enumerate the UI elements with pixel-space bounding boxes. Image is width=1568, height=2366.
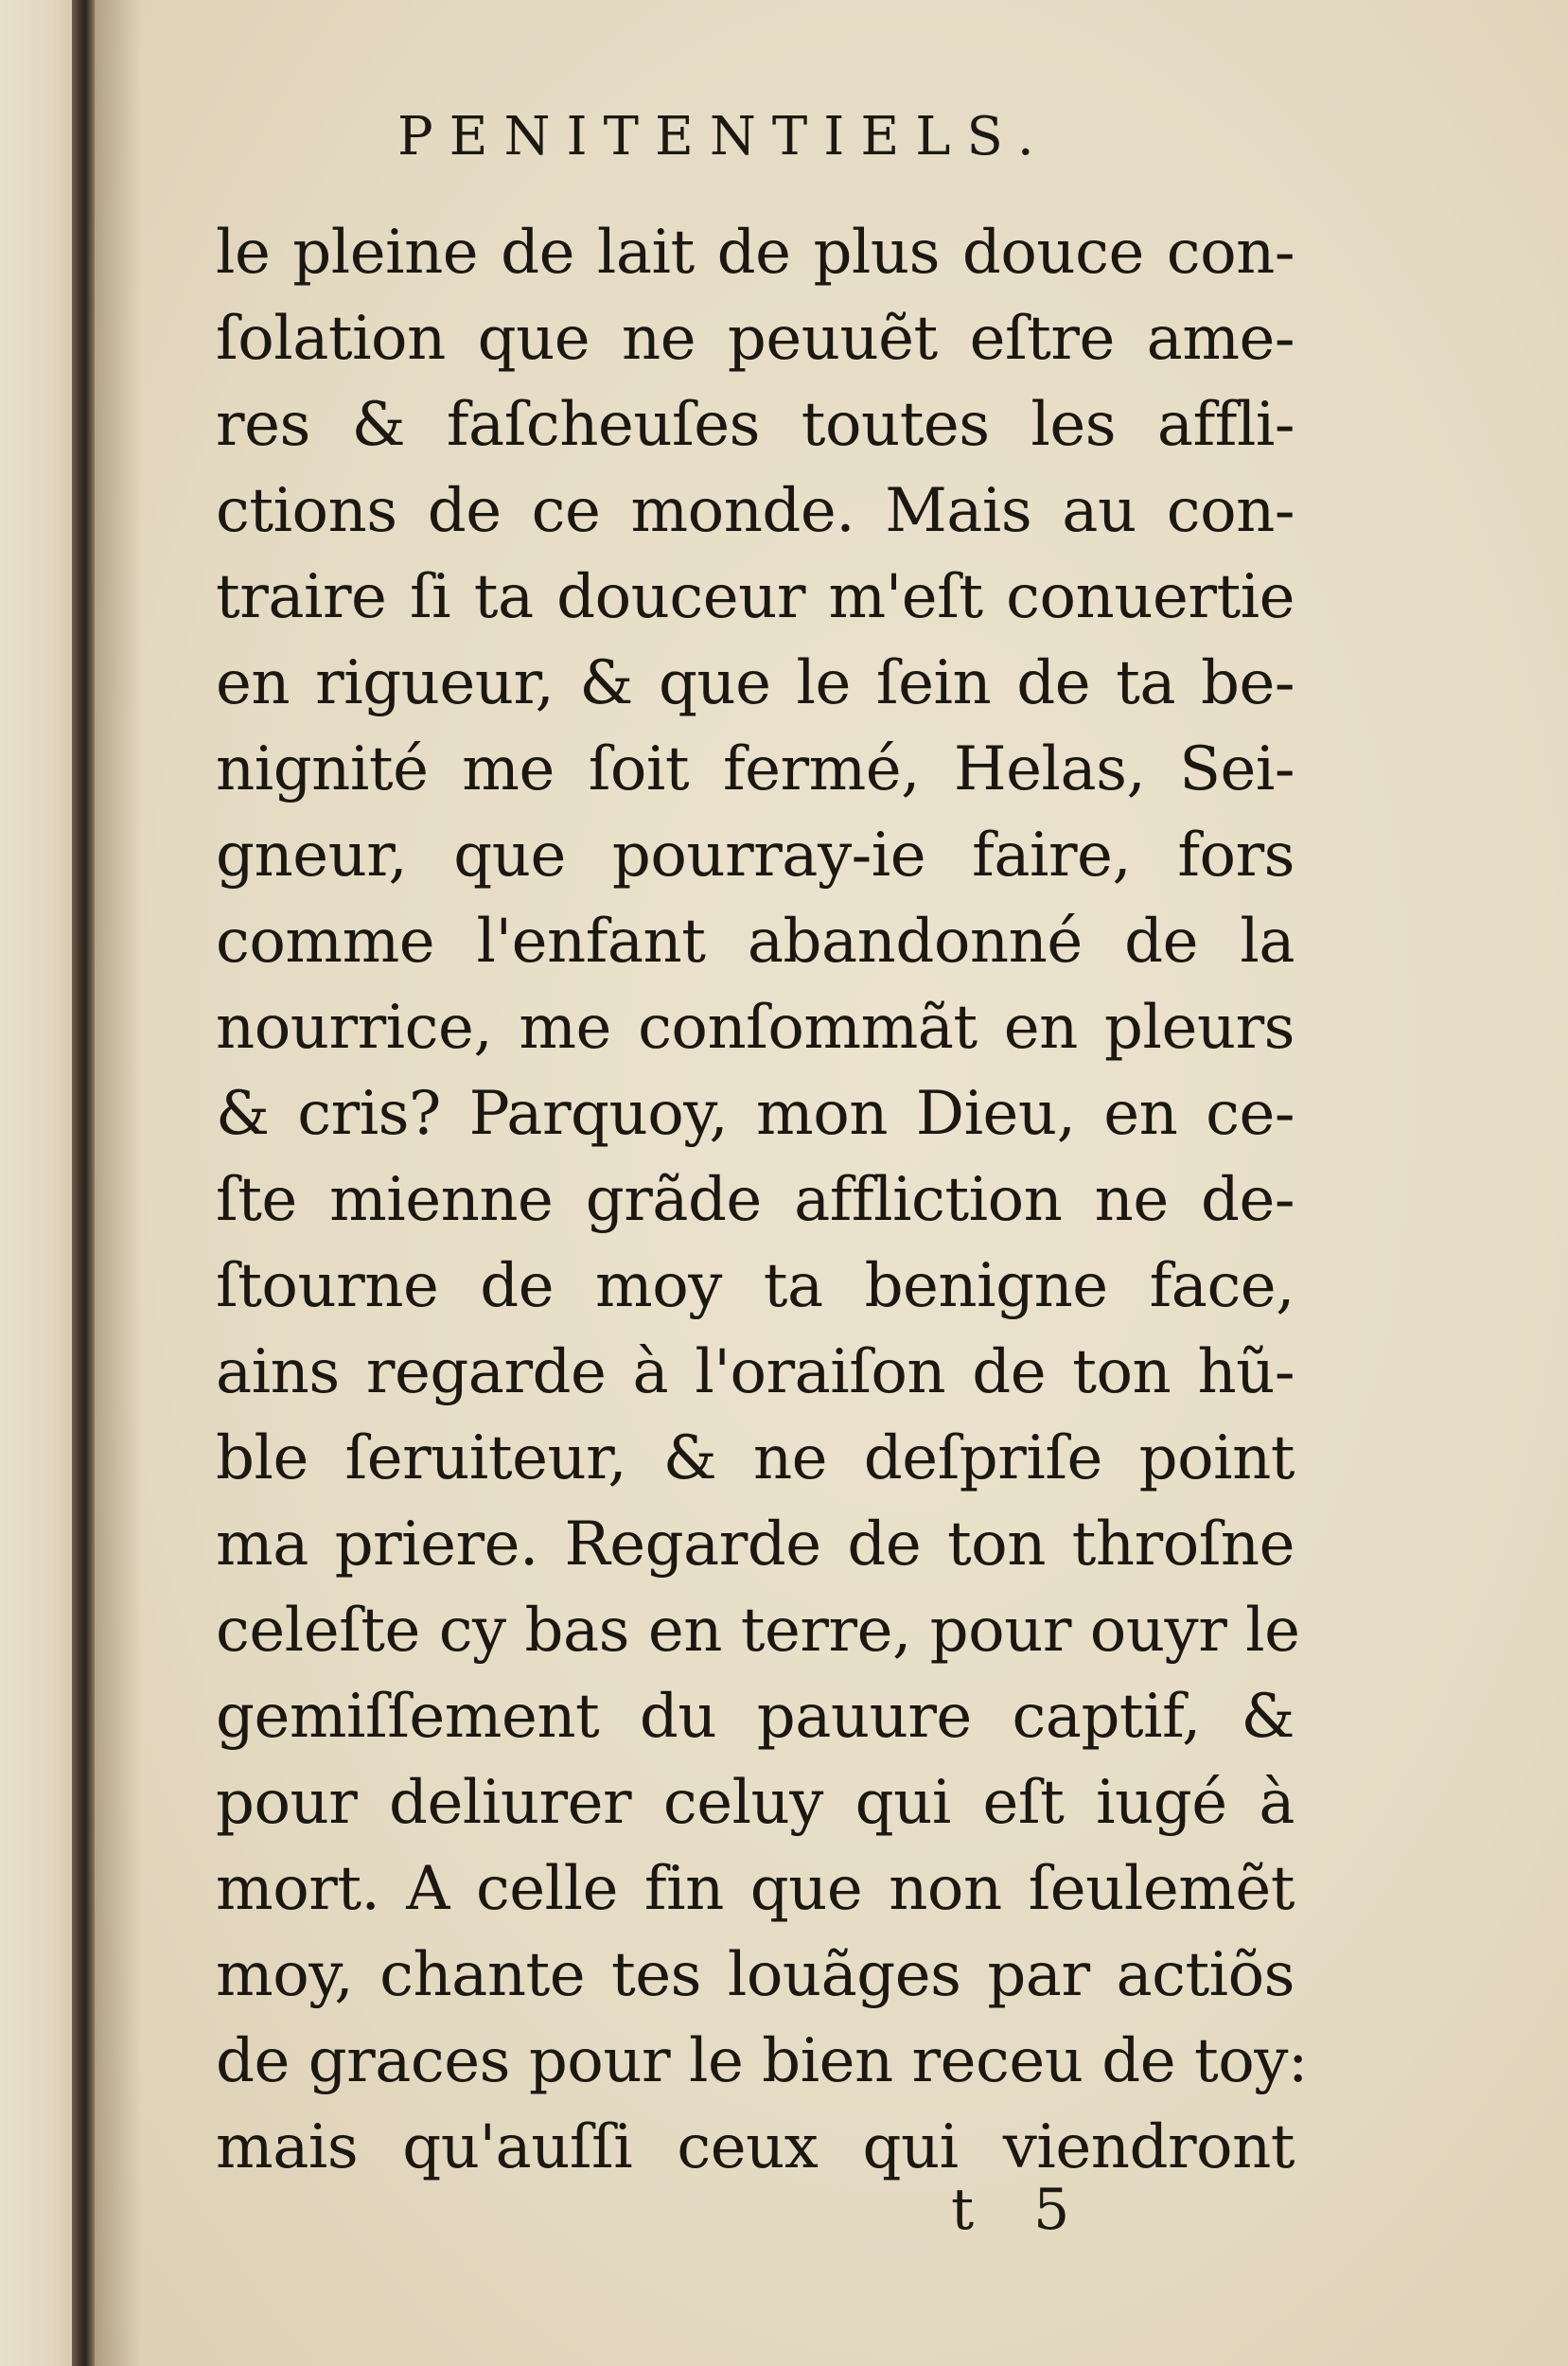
- text-line: res & faſcheuſes toutes les affli-: [216, 390, 1295, 460]
- text-line: nourrice, me conſommãt en pleurs: [216, 993, 1295, 1063]
- text-block: [216, 210, 1308, 2191]
- book-gutter: [72, 0, 95, 2366]
- running-head: PENITENTIELS.: [397, 106, 1050, 168]
- gutter-shadow: [95, 0, 142, 2366]
- text-line: ſte mienne grãde affliction ne de-: [216, 1165, 1295, 1235]
- text-line: moy, chante tes louãges par actiõs: [216, 1940, 1295, 2010]
- text-line: ctions de ce monde. Mais au con-: [216, 476, 1295, 546]
- text-line: nignité me ſoit fermé, Helas, Sei-: [216, 734, 1295, 804]
- text-line: comme l'enfant abandonné de la: [216, 907, 1295, 977]
- text-line: ble ſeruiteur, & ne deſpriſe point: [216, 1423, 1295, 1493]
- text-line: gemiſſement du pauure captif, &: [216, 1682, 1295, 1752]
- text-line: ains regarde à l'oraiſon de ton hũ-: [216, 1337, 1295, 1407]
- text-line: ma priere. Regarde de ton throſne: [216, 1510, 1295, 1580]
- text-line: ſolation que ne peuuẽt eſtre ame-: [216, 304, 1295, 374]
- text-line: en rigueur, & que le ſein de ta be-: [216, 648, 1295, 718]
- text-line: pour deliurer celuy qui eſt iugé à: [216, 1768, 1295, 1838]
- left-page-edge: [0, 0, 74, 2366]
- text-line: traire ſi ta douceur m'eſt conuertie: [216, 562, 1295, 632]
- text-line: gneur, que pourray-ie faire, fors: [216, 821, 1295, 891]
- text-line: & cris? Parquoy, mon Dieu, en ce-: [216, 1079, 1295, 1149]
- text-line: celeſte cy bas en terre, pour ouyr le: [216, 1596, 1300, 1666]
- text-line: mort. A celle fin que non ſeulemẽt: [216, 1854, 1295, 1924]
- signature-mark: t 5: [951, 2177, 1091, 2243]
- text-line: de graces pour le bien receu de toy:: [216, 2026, 1308, 2096]
- text-line: le pleine de lait de plus douce con-: [216, 218, 1295, 288]
- text-line: ſtourne de moy ta benigne face,: [216, 1251, 1295, 1321]
- text-line: mais qu'auſſi ceux qui viendront: [216, 2112, 1295, 2182]
